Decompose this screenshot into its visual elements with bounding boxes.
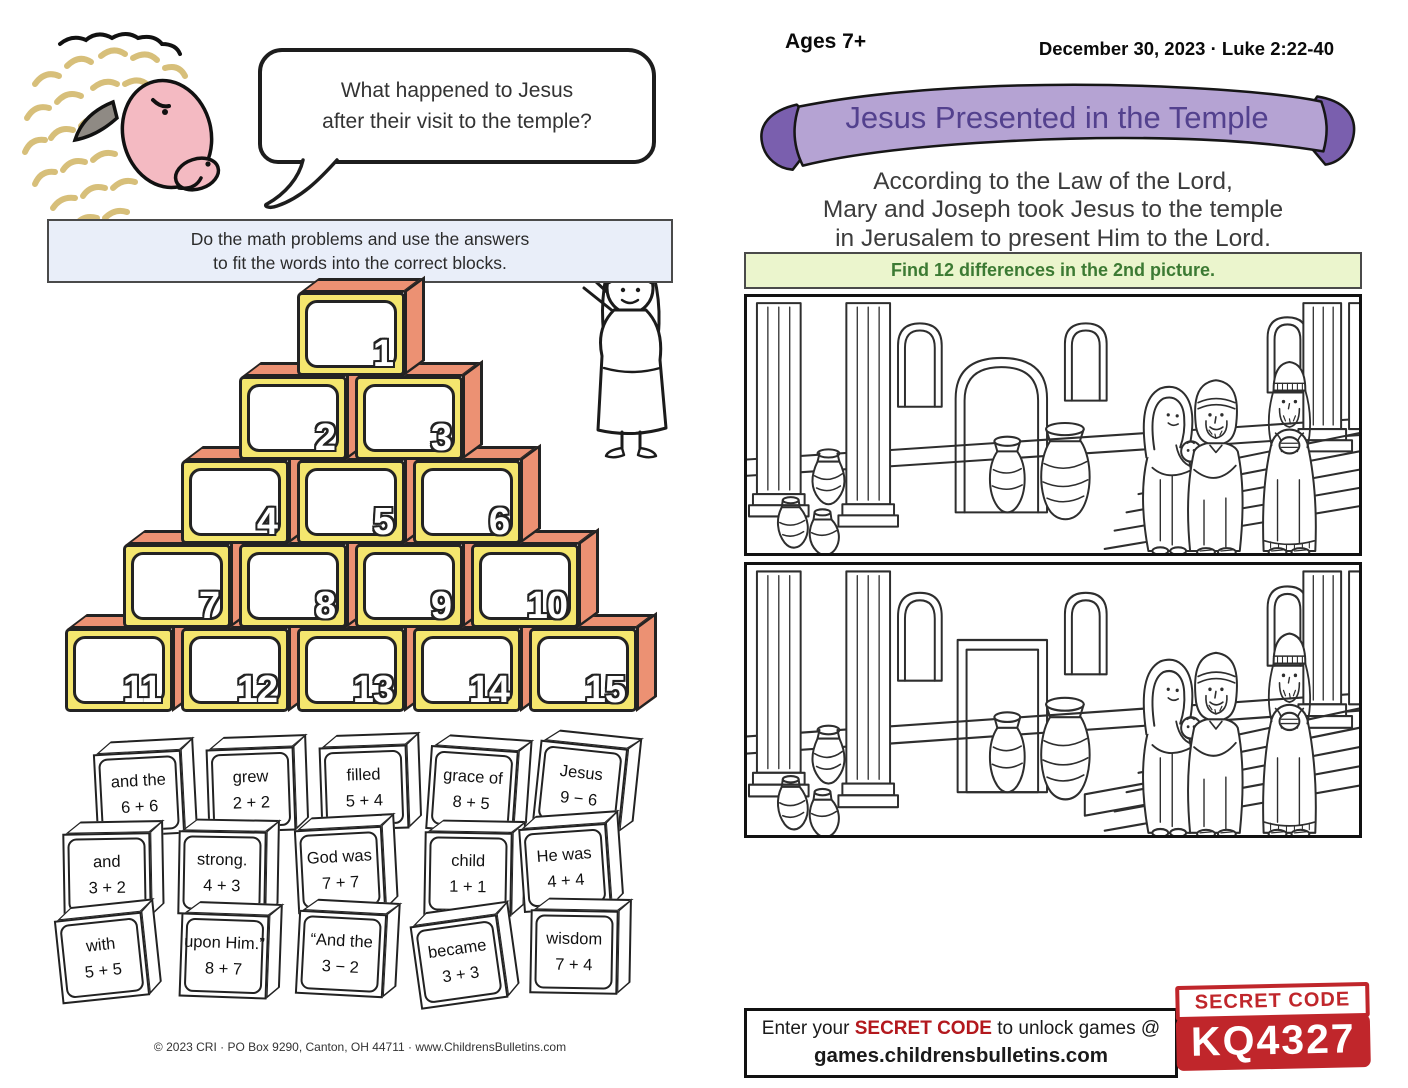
word-block-content [428, 836, 507, 911]
pyramid-block-5 [297, 460, 405, 544]
secret-code-stamp [1175, 982, 1371, 1071]
intro-line3: in Jerusalem to present Him to the Lord. [835, 224, 1271, 252]
stamp-code: KQ4327 [1176, 1014, 1371, 1071]
word-block-word: wisdom [546, 929, 603, 948]
block-number: 13 [352, 669, 393, 711]
games-site-link[interactable]: games.childrensbulletins.com [814, 1043, 1108, 1067]
word-block-expression: 3 + 3 [441, 962, 481, 986]
word-block-expression: 3 − 2 [321, 956, 360, 977]
word-block-word: God was [306, 845, 373, 868]
word-block-word: strong. [196, 850, 248, 869]
pyramid-block-9 [355, 544, 463, 628]
word-block-expression: 4 + 4 [546, 870, 586, 891]
secret-code-prefix: Enter your [761, 1018, 855, 1040]
intro-paragraph [744, 168, 1362, 253]
pyramid-block-6 [413, 460, 521, 544]
pyramid-block-2 [239, 376, 347, 460]
word-block-word: and [92, 852, 121, 871]
word-block-12 [179, 912, 270, 999]
speech-bubble-tail [261, 158, 345, 212]
block-side-face [578, 528, 599, 628]
word-block-content [431, 750, 514, 829]
word-block-word: grace of [442, 765, 504, 788]
word-block-expression: 6 + 6 [120, 796, 159, 817]
date-scripture-reference: December 30, 2023 · Luke 2:22-40 [1038, 38, 1334, 59]
pyramid-block-8 [239, 544, 347, 628]
word-block-word: child [451, 851, 486, 870]
find-differences-instruction: Find 12 differences in the 2nd picture. [744, 252, 1362, 289]
stamp-label: SECRET CODE [1175, 982, 1370, 1021]
block-number: 2 [314, 417, 335, 459]
word-block-14 [410, 914, 509, 1009]
ages-label: Ages 7+ [785, 30, 867, 53]
word-block-11 [54, 912, 150, 1005]
block-side-face [520, 444, 541, 544]
word-block-content [524, 828, 607, 907]
pyramid-block-1 [297, 292, 405, 376]
instruction-line1: Do the math problems and use the answers [190, 228, 530, 249]
temple-scene-drawing-2 [747, 565, 1359, 835]
block-number: 8 [314, 585, 335, 627]
copyright-footer: © 2023 CRI · PO Box 9290, Canton, OH 44711 · www.ChildrensBulletins.com [153, 1040, 567, 1054]
word-block-expression: 2 + 2 [232, 792, 271, 813]
difference-picture-2 [744, 562, 1362, 838]
block-number: 12 [236, 669, 277, 711]
pyramid-block-11 [65, 628, 173, 712]
block-number: 5 [372, 501, 393, 543]
word-block-content [415, 920, 503, 1004]
speech-bubble [258, 48, 656, 164]
pyramid-block-15 [529, 628, 637, 712]
pyramid-block-7 [123, 544, 231, 628]
word-block-content [59, 917, 144, 999]
word-block-expression: 1 + 1 [449, 877, 487, 896]
math-instruction-box [47, 219, 673, 283]
page-title: Jesus Presented in the Temple [845, 100, 1269, 135]
word-block-word: with [85, 934, 117, 956]
pyramid-block-13 [297, 628, 405, 712]
pyramid-block-14 [413, 628, 521, 712]
word-block-expression: 8 + 7 [204, 958, 243, 979]
pyramid-block-4 [181, 460, 289, 544]
block-number: 1 [372, 333, 393, 375]
word-block-word: became [426, 935, 488, 962]
secret-code-line1 [762, 1016, 1160, 1042]
difference-picture-1 [744, 294, 1362, 556]
secret-code-suffix: to unlock games @ [991, 1018, 1161, 1040]
word-block-expression: 7 + 4 [555, 955, 593, 974]
secret-code-highlight: SECRET CODE [854, 1018, 992, 1040]
word-block-word: grew [232, 766, 269, 787]
speech-bubble-line1: What happened to Jesus [340, 78, 574, 102]
block-side-face [404, 276, 425, 376]
word-block-expression: 4 + 3 [203, 876, 241, 895]
secret-code-box [744, 1008, 1178, 1078]
block-side-face [462, 360, 483, 460]
temple-scene-drawing-1 [747, 297, 1359, 553]
block-number: 11 [122, 669, 161, 711]
word-block-expression: 9 − 6 [559, 787, 599, 810]
word-block-expression: 5 + 4 [345, 790, 384, 811]
block-number: 14 [468, 669, 509, 711]
intro-line2: Mary and Joseph took Jesus to the temple [822, 196, 1284, 224]
word-block-word: “And the [310, 929, 374, 952]
word-block-content [534, 914, 613, 989]
intro-line1: According to the Law of the Lord, [873, 168, 1233, 195]
word-block-content [299, 831, 381, 909]
block-side-face [636, 612, 657, 712]
word-block-15 [529, 909, 618, 995]
word-block-expression: 5 + 5 [83, 959, 123, 982]
block-number: 7 [198, 585, 219, 627]
block-number: 6 [488, 501, 509, 543]
word-block-13 [295, 910, 387, 998]
block-number: 4 [256, 501, 277, 543]
word-block-word: filled [346, 764, 381, 785]
block-number: 9 [430, 585, 451, 627]
word-block-content [300, 915, 382, 993]
instruction-line2: to fit the words into the correct blocks. [213, 253, 507, 273]
word-block-content [182, 835, 261, 910]
word-block-word: He was [535, 843, 593, 866]
speech-bubble-line2: after their visit to the temple? [322, 110, 592, 133]
block-number: 15 [584, 669, 625, 711]
word-block-word: Jesus [559, 761, 604, 784]
block-number: 10 [526, 585, 567, 627]
word-block-expression: 8 + 5 [451, 792, 491, 813]
pyramid-block-10 [471, 544, 579, 628]
block-number: 3 [430, 417, 451, 459]
word-block-content [211, 752, 292, 829]
word-block-word: upon Him.” [183, 932, 266, 953]
word-block-word: and the [110, 770, 167, 791]
word-block-expression: 7 + 7 [321, 872, 360, 893]
pyramid-block-3 [355, 376, 463, 460]
word-block-expression: 3 + 2 [88, 878, 126, 897]
pyramid-block-12 [181, 628, 289, 712]
word-block-content [184, 918, 265, 995]
sheep-illustration [5, 22, 257, 237]
